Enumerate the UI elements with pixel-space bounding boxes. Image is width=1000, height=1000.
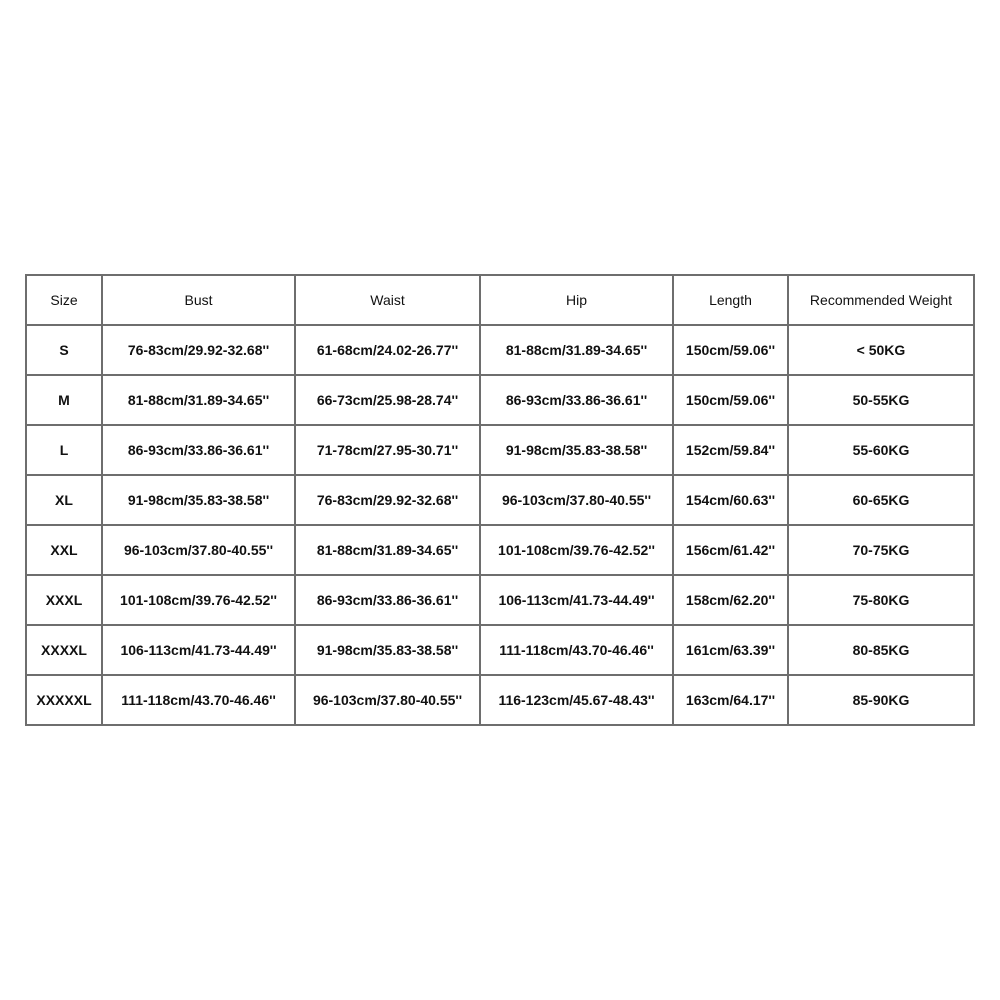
bust-cell: 86-93cm/33.86-36.61'' (103, 426, 294, 474)
weight-cell: 75-80KG (789, 576, 973, 624)
waist-cell: 81-88cm/31.89-34.65'' (296, 526, 479, 574)
length-cell: 154cm/60.63'' (674, 476, 787, 524)
hip-cell: 81-88cm/31.89-34.65'' (481, 326, 672, 374)
bust-cell: 106-113cm/41.73-44.49'' (103, 626, 294, 674)
length-cell: 158cm/62.20'' (674, 576, 787, 624)
weight-cell: 80-85KG (789, 626, 973, 674)
header-length: Length (674, 276, 787, 324)
bust-cell: 76-83cm/29.92-32.68'' (103, 326, 294, 374)
size-chart-table (25, 274, 975, 726)
length-cell: 163cm/64.17'' (674, 676, 787, 724)
hip-cell: 101-108cm/39.76-42.52'' (481, 526, 672, 574)
table-row (27, 526, 973, 574)
length-cell: 150cm/59.06'' (674, 376, 787, 424)
waist-cell: 86-93cm/33.86-36.61'' (296, 576, 479, 624)
size-cell: XXXXL (27, 626, 101, 674)
waist-cell: 71-78cm/27.95-30.71'' (296, 426, 479, 474)
size-cell: S (27, 326, 101, 374)
size-cell: M (27, 376, 101, 424)
weight-cell: 55-60KG (789, 426, 973, 474)
length-cell: 152cm/59.84'' (674, 426, 787, 474)
header-hip: Hip (481, 276, 672, 324)
weight-cell: 70-75KG (789, 526, 973, 574)
bust-cell: 111-118cm/43.70-46.46'' (103, 676, 294, 724)
size-cell: XXXL (27, 576, 101, 624)
hip-cell: 116-123cm/45.67-48.43'' (481, 676, 672, 724)
header-size: Size (27, 276, 101, 324)
hip-cell: 86-93cm/33.86-36.61'' (481, 376, 672, 424)
bust-cell: 101-108cm/39.76-42.52'' (103, 576, 294, 624)
table-row (27, 476, 973, 524)
table-row (27, 676, 973, 724)
weight-cell: < 50KG (789, 326, 973, 374)
size-cell: XL (27, 476, 101, 524)
table-row (27, 376, 973, 424)
header-waist: Waist (296, 276, 479, 324)
length-cell: 150cm/59.06'' (674, 326, 787, 374)
size-cell: L (27, 426, 101, 474)
bust-cell: 91-98cm/35.83-38.58'' (103, 476, 294, 524)
hip-cell: 91-98cm/35.83-38.58'' (481, 426, 672, 474)
table-row (27, 326, 973, 374)
bust-cell: 81-88cm/31.89-34.65'' (103, 376, 294, 424)
weight-cell: 50-55KG (789, 376, 973, 424)
table-row (27, 426, 973, 474)
size-cell: XXL (27, 526, 101, 574)
size-cell: XXXXXL (27, 676, 101, 724)
hip-cell: 96-103cm/37.80-40.55'' (481, 476, 672, 524)
hip-cell: 106-113cm/41.73-44.49'' (481, 576, 672, 624)
table-row (27, 626, 973, 674)
waist-cell: 66-73cm/25.98-28.74'' (296, 376, 479, 424)
waist-cell: 91-98cm/35.83-38.58'' (296, 626, 479, 674)
header-bust: Bust (103, 276, 294, 324)
hip-cell: 111-118cm/43.70-46.46'' (481, 626, 672, 674)
waist-cell: 76-83cm/29.92-32.68'' (296, 476, 479, 524)
weight-cell: 60-65KG (789, 476, 973, 524)
weight-cell: 85-90KG (789, 676, 973, 724)
length-cell: 161cm/63.39'' (674, 626, 787, 674)
table-header-row (27, 276, 973, 324)
header-recommended-weight: Recommended Weight (789, 276, 973, 324)
table-row (27, 576, 973, 624)
length-cell: 156cm/61.42'' (674, 526, 787, 574)
waist-cell: 61-68cm/24.02-26.77'' (296, 326, 479, 374)
waist-cell: 96-103cm/37.80-40.55'' (296, 676, 479, 724)
bust-cell: 96-103cm/37.80-40.55'' (103, 526, 294, 574)
